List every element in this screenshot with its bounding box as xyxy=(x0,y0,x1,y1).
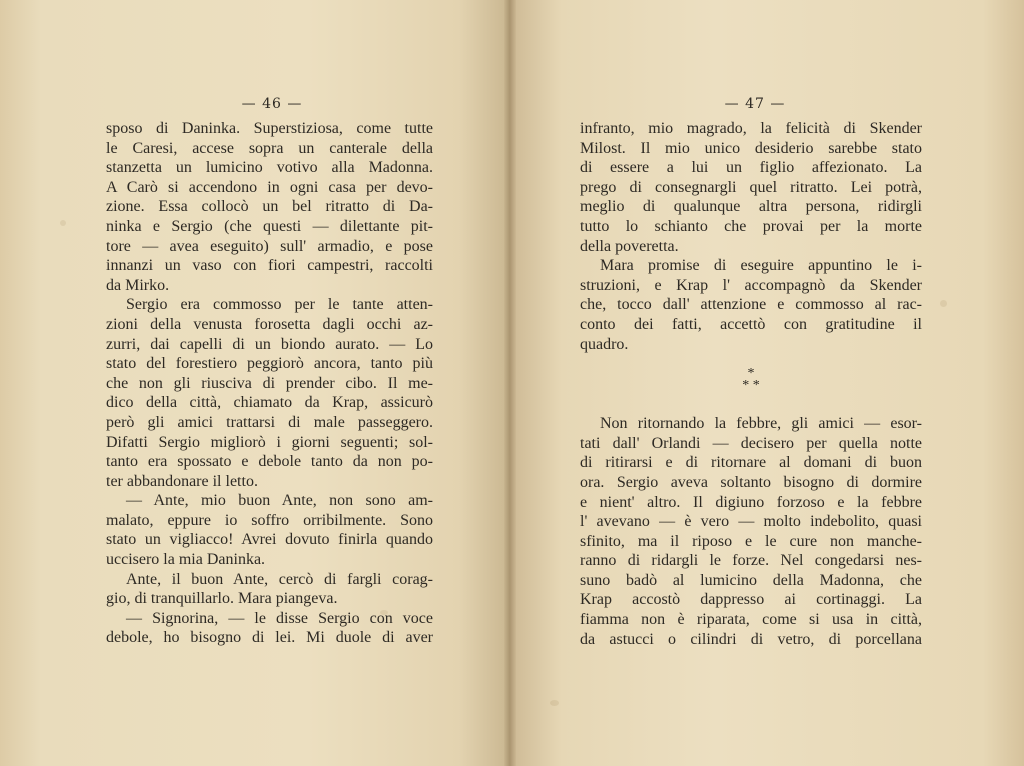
paper-stain xyxy=(60,220,66,226)
left-page-text xyxy=(106,119,433,648)
right-page xyxy=(510,0,1024,766)
asterism-top: * xyxy=(747,366,755,382)
text-line: Mara promise di eseguire appuntino le i- xyxy=(600,257,922,275)
text-line: zurri, dai capelli di un biondo aurato. — Lo xyxy=(106,335,433,353)
text-line: di essere a lui un figlio affezionato. La xyxy=(580,159,922,177)
text-line: Non ritornando la febbre, gli amici — esor- xyxy=(600,415,922,433)
text-line: l' avevano — è vero — molto indebolito, quasi xyxy=(580,513,922,531)
text-line: — Ante, mio buon Ante, non sono am- xyxy=(126,492,433,510)
text-line: debole, ho bisogno di lei. Mi duole di aver xyxy=(106,629,433,647)
text-line: prego di consegnargli quel ritratto. Lei potrà, xyxy=(580,178,922,196)
left-page xyxy=(0,0,510,766)
text-line: stato un vigliacco! Avrei dovuto finirla quando xyxy=(106,531,433,549)
text-line: quadro. xyxy=(580,335,629,353)
text-line: sposo di Daninka. Superstiziosa, come tutte xyxy=(106,120,433,137)
text-line: struzioni, e Krap l' accompagnò da Skender xyxy=(580,276,922,294)
text-line: tutto lo schianto che provai per la morte xyxy=(580,217,922,235)
text-line: zione. Essa collocò un bel ritratto di Da- xyxy=(106,198,433,216)
page-number-right: — 47 — xyxy=(724,96,786,112)
text-line: innanzi un vaso con fiori campestri, raccolti xyxy=(106,257,433,275)
text-line: e nient' altro. Il digiuno forzoso e la febbre xyxy=(580,493,922,511)
text-line: malato, eppure io soffro orribilmente. Sono xyxy=(106,511,433,529)
text-line: infranto, mio magrado, la felicità di Skender xyxy=(580,120,922,137)
text-line: gio, di tranquillarlo. Mara piangeva. xyxy=(106,590,338,608)
paper-stain xyxy=(550,700,559,706)
text-line: A Carò si accendono in ogni casa per devo- xyxy=(106,178,433,196)
text-line: da astucci o cilindri di vetro, di porcellana xyxy=(580,630,922,648)
text-line: — Signorina, — le disse Sergio con voce xyxy=(126,609,433,627)
text-line: però gli amici trattarsi di male passeggero. xyxy=(106,413,433,431)
book-gutter xyxy=(504,0,516,766)
text-line: che non gli riusciva di prender cibo. Il me- xyxy=(106,374,433,392)
text-line: stanzetta un lumicino votivo alla Madonna. xyxy=(106,159,433,177)
text-line: ora. Sergio aveva soltanto bisogno di dormire xyxy=(580,473,922,491)
asterism-ornament xyxy=(580,354,922,414)
text-line: zioni della venusta forosetta dagli occhi az- xyxy=(106,315,433,333)
text-line: fiamma non è riparata, come si usa in città, xyxy=(580,611,922,629)
text-line: da Mirko. xyxy=(106,276,170,294)
text-line: tore — avea eseguito) sull' armadio, e pose xyxy=(106,237,433,255)
page-number-left: — 46 — xyxy=(241,96,303,112)
text-line: tati dall' Orlandi — decisero per quella notte xyxy=(580,434,922,452)
text-line: meglio di qualunque altra persona, ridirgli xyxy=(580,198,922,216)
text-line: suno badò al lumicino della Madonna, che xyxy=(580,571,922,589)
text-line: conto dei fatti, accettò con gratitudine il xyxy=(580,315,922,333)
right-page-text xyxy=(580,119,922,649)
text-line: sfinito, ma il riposo e le cure non manche- xyxy=(580,532,922,550)
text-line: ter abbandonare il letto. xyxy=(106,472,258,490)
text-line: Sergio era commosso per le tante atten- xyxy=(126,296,433,314)
text-line: Difatti Sergio migliorò i giorni seguenti; sol- xyxy=(106,433,433,451)
paper-stain xyxy=(940,300,947,307)
text-line: le Caresi, accese sopra un canterale della xyxy=(106,139,433,157)
text-line: che, tocco dall' attenzione e commosso al rac- xyxy=(580,296,922,314)
text-line: ninka e Sergio (che questi — dilettante pit- xyxy=(106,217,433,235)
asterism-bottom: * * xyxy=(742,378,760,394)
text-line: dico della città, chiamato da Krap, assicurò xyxy=(106,394,433,412)
text-line: della poveretta. xyxy=(580,237,679,255)
text-line: ranno di ridargli le forze. Nel congedarsi nes- xyxy=(580,552,922,570)
text-line: stato del forestiero peggiorò ancora, tanto più xyxy=(106,355,433,373)
text-line: Milost. Il mio unico desiderio sarebbe stato xyxy=(580,139,922,157)
text-line: di ritirarsi e di ritornare al domani di buon xyxy=(580,454,922,472)
text-line: Krap accostò dappresso ai cortinaggi. La xyxy=(580,591,922,609)
text-line: tanto era spossato e debole tanto da non po- xyxy=(106,453,433,471)
text-line: Ante, il buon Ante, cercò di fargli corag- xyxy=(126,570,433,588)
text-line: uccisero la mia Daninka. xyxy=(106,551,266,569)
